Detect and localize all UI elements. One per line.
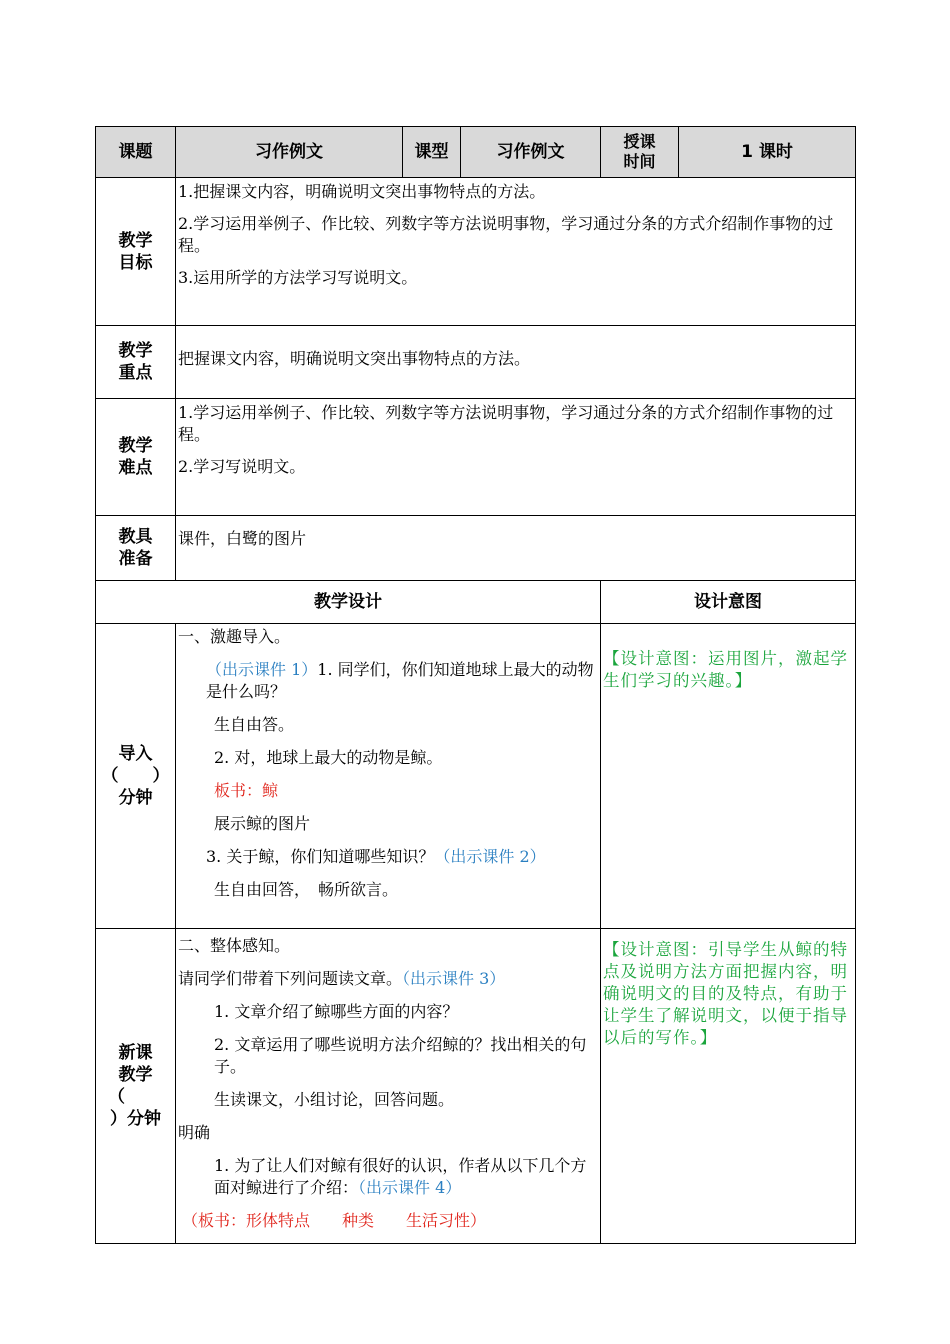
- lesson-plan-sheet: [95, 126, 855, 1244]
- intro-label: 导入 （ ） 分钟: [96, 624, 176, 929]
- goal-item: 3.运用所学的方法学习写说明文。: [178, 268, 418, 287]
- intro-row: [96, 624, 856, 929]
- type-label: 课型: [403, 127, 461, 178]
- lesson-plan-table: [95, 126, 856, 1244]
- design-header-row: [96, 581, 856, 624]
- goal-item: 1.把握课文内容，明确说明文突出事物特点的方法。: [178, 182, 546, 201]
- difficulties-content: [176, 399, 856, 516]
- key-points-label: 教学重点: [96, 326, 176, 399]
- key-points-text: 把握课文内容，明确说明文突出事物特点的方法。: [178, 349, 531, 368]
- difficulty-item: 1.学习运用举例子、作比较、列数字等方法说明事物，学习通过分条的方式介绍制作事物的过程。: [178, 403, 834, 444]
- goals-content: [176, 178, 856, 326]
- topic-label: 课题: [96, 127, 176, 178]
- goals-label: 教学目标: [96, 178, 176, 326]
- intro-content: 一、激趣导入。 （出示课件 1）1. 同学们，你们知道地球上最大的动物是什么吗？ 生自由答。 2. 对，地球上最大的动物是鲸。 板书：鲸 展示鲸的图片 3. 关于鲸，你们知道哪些知识？（出示课件 2） 生自由回答， 畅所欲言。: [176, 624, 601, 929]
- design-header-right: 设计意图: [601, 581, 856, 624]
- newlesson-intent: 【设计意图：引导学生从鲸的特点及说明方法方面把握内容，明确说明文的目的及特点，有助于让学生了解说明文，以便于指导以后的写作。】: [601, 929, 856, 1244]
- intro-board: 板书：鲸: [214, 781, 279, 800]
- materials-label: 教具准备: [96, 516, 176, 581]
- newlesson-board: （板书：形体特点 种类 生活习性）: [182, 1211, 487, 1230]
- key-points-content: [176, 326, 856, 399]
- key-points-row: [96, 326, 856, 399]
- difficulties-label: 教学难点: [96, 399, 176, 516]
- materials-content: [176, 516, 856, 581]
- newlesson-label: 新课 教学 （ ）分钟: [96, 929, 176, 1244]
- goal-item: 2.学习运用举例子、作比较、列数字等方法说明事物，学习通过分条的方式介绍制作事物的过程。: [178, 214, 834, 255]
- hours-value: 1 课时: [679, 127, 856, 178]
- materials-text: 课件，白鹭的图片: [178, 529, 307, 548]
- goals-row: [96, 178, 856, 326]
- header-row: [96, 127, 856, 178]
- newlesson-content: 二、整体感知。 请同学们带着下列问题读文章。（出示课件 3） 1. 文章介绍了鲸哪些方面的内容？ 2. 文章运用了哪些说明方法介绍鲸的？找出相关的句子。 生读课文，小组讨论，回答问题。 明确 1. 为了让人们对鲸有很好的认识，作者从以下几个方面对鲸进行了介绍：（出示课件 4） （板书：形体特点 种类 生活习性）: [176, 929, 601, 1244]
- materials-row: [96, 516, 856, 581]
- newlesson-row: [96, 929, 856, 1244]
- design-header-left: 教学设计: [96, 581, 601, 624]
- difficulties-row: [96, 399, 856, 516]
- intro-intent: 【设计意图：运用图片，激起学生们学习的兴趣。】: [601, 624, 856, 929]
- time-label: 授课时间: [601, 127, 679, 178]
- type-value: 习作例文: [461, 127, 601, 178]
- topic-value: 习作例文: [176, 127, 403, 178]
- difficulty-item: 2.学习写说明文。: [178, 457, 306, 476]
